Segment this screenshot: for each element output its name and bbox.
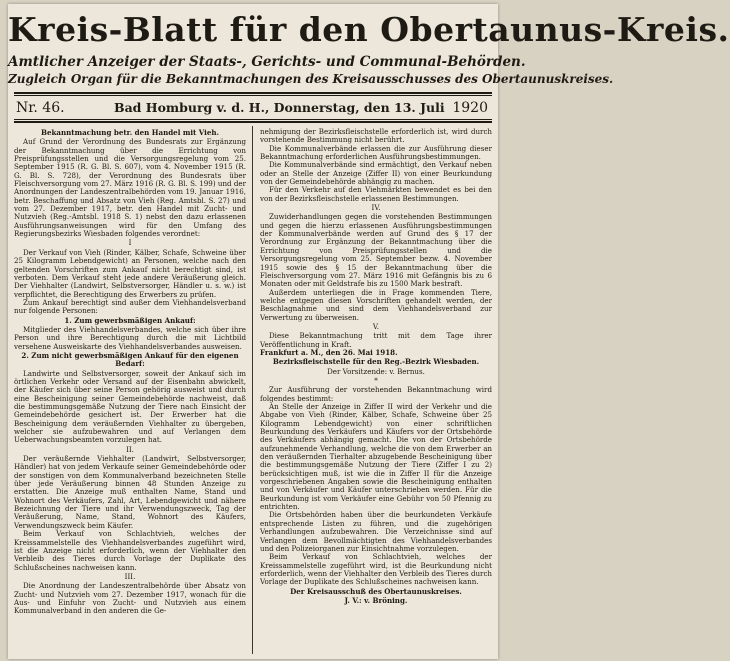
subheading: 2. Zum nicht gewerbsmäßigen Ankauf für den eigenen Bedarf:	[21, 350, 239, 369]
paragraph: Diese Bekanntmachung tritt mit dem Tage ihrer Veröffentlichung in Kraft.	[260, 331, 492, 349]
section-number: I	[128, 238, 132, 248]
separator-star: *	[374, 375, 378, 385]
paragraph: Die Anordnung der Landeszentralbehörde über Absatz von Zucht- und Nutzvieh vom 27. Dezember 1917, wonach für die Aus- und Einfuhr von Zucht- und Nutzvieh aus einem Kommunalverband in den anderen die Ge-	[14, 581, 246, 616]
section-number: II.	[126, 444, 134, 454]
dateline: Frankfurt a. M., den 26. Mai 1918.	[260, 347, 398, 357]
column-divider	[252, 126, 253, 654]
paragraph: Die Kommunalverbände sind ermächtigt, den Verkauf neben oder an Stelle der Anzeige (Ziffer II) von einer Beurkundung von der Gemeindebehörde abhängig zu machen.	[260, 160, 492, 187]
newspaper-subtitle: Amtlicher Anzeiger der Staats-, Gerichts- und Communal-Behörden.	[8, 54, 526, 70]
paragraph: Zur Ausführung der vorstehenden Bekanntmachung wird folgendes bestimmt:	[260, 385, 492, 403]
issue-date: Bad Homburg v. d. H., Donnerstag, den 13. Juli	[114, 100, 445, 115]
newspaper-title: Kreis-Blatt für den Obertaunus-Kreis.	[8, 10, 730, 49]
issuing-office: Bezirksfleischstelle für den Reg.-Bezirk Wiesbaden.	[272, 357, 480, 367]
bottom-rule	[14, 121, 492, 123]
left-column	[14, 128, 246, 653]
paragraph: Die Kommunalverbände erlassen die zur Ausführung dieser Bekanntmachung erforderlichen Ausführungsbestimmungen.	[260, 143, 492, 162]
newspaper-subtitle-organ: Zugleich Organ für die Bekanntmachungen des Kreisausschusses des Obertaunuskreises.	[8, 72, 614, 86]
paragraph: Beim Verkauf von Schlachtvieh, welches der Kreissammelstelle zugeführt wird, ist die Beurkundung nicht erforderlich, wenn der Viehhalter den Verbleib des Tieres durch Vorlage der Duplikate des Schlußscheines nachweisen kann.	[260, 552, 492, 587]
paragraph: Landwirte und Selbstversorger, soweit der Ankauf sich im örtlichen Verkehr oder Versand auf der Eisenbahn abwickelt, der Käufer sich über seine Person gehörig ausweist und durch eine Bescheinigung seiner Gemeindebehörde nachweist, daß die bestimmungsgemäße Nutzung der Tiere nach Einsicht der Gemeindebehörde gesichert ist. Der Erwerber hat die Bescheinigung dem veräußernden Viehhalter zu übergeben, welcher sie aufzubewahren und auf Verlangen dem Ueberwachungsbeamten vorzulegen hat.	[14, 368, 246, 445]
subheading: 1. Zum gewerbsmäßigen Ankauf:	[64, 315, 196, 325]
bottom-rule-thin	[14, 119, 492, 120]
masthead	[8, 4, 730, 122]
signature-chair: Der Vorsitzende: v. Bernus.	[327, 366, 425, 376]
paragraph: Die Ortsbehörden haben über die beurkundeten Verkäufe entsprechende Listen zu führen, und die zugehörigen Verhandlungen aufzubewahren. Die Verzeichnisse sind auf Verlangen dem Bevollmächtigten des Viehhandelsverbandes und den Polizeiorganen zur Einsichtnahme vorzulegen.	[260, 510, 492, 553]
paragraph: Zum Ankauf berechtigt sind außer dem Viehhandelsverband nur folgende Personen:	[14, 297, 246, 316]
newspaper-page	[8, 4, 730, 659]
issue-number: Nr. 46.	[16, 100, 65, 116]
section-number: III.	[124, 571, 136, 581]
signature-name: J. V.: v. Bröning.	[344, 595, 408, 605]
paragraph: An Stelle der Anzeige in Ziffer II wird der Verkehr und die Abgabe von Vieh (Rinder, Kälber, Schafe, Schweine über 25 Kilogramm Lebendgewicht) von einer schriftlichen Beurkundung des Verkäufers und Käufers vor der Ortsbehörde des Verkäufers abhängig gemacht. Die von der Ortsbehörde aufzunehmende Verhandlung, welche die von dem Erwerber an den veräußernden Tierhalter abzugebende Bescheinigung über die bestimmungsgemäße Nutzung der Tiere (Ziffer I zu 2) berücksichtigen muß, ist wie die in Ziffer II für die Anzeige vorgeschriebenen Angaben sowie die Bescheinigung enthalten und von Verkäufer und Käufer unterschrieben werden. Für die Beurkundung ist vom Verkäufer eine Gebühr von 50 Pfennig zu entrichten.	[260, 402, 492, 512]
section-number: V.	[372, 321, 380, 331]
issue-line	[14, 99, 492, 117]
paragraph: Außerdem unterliegen die in Frage kommenden Tiere, welche entgegen diesen Vorschriften gehandelt werden, der Beschlagnahme und sind dem Viehhandelsverband zur Verwertung zu überweisen.	[260, 287, 492, 322]
top-rule	[14, 92, 492, 94]
issue-year: 1920	[452, 100, 488, 116]
top-rule-thin	[14, 95, 492, 96]
right-column	[260, 128, 492, 653]
paragraph: Zuwiderhandlungen gegen die vorstehenden Bestimmungen und gegen die hierzu erlassenen Ausführungsbestimmungen der Kommunalverbände werden auf Grund des § 17 der Verordnung zur Ergänzung der Bekanntmachung über die Errichtung von Preisprüfungsstellen und die Versorgungsregelung vom 25. September bezw. 4. November 1915 sowie des § 15 der Bekanntmachung über die Fleischversorgung vom 27. März 1916 mit Gefängnis bis zu 6 Monaten oder mit Geldstrafe bis zu 1500 Mark bestraft.	[260, 212, 492, 289]
paragraph: Beim Verkauf von Schlachtvieh, welches der Kreissammelstelle des Viehhandelsverbandes zugeführt wird, ist die Anzeige nicht erforderlich, wenn der Viehhalter den Verbleib des Tieres durch Vorlage der Duplikate des Schlußscheines nachweisen kann.	[14, 529, 246, 572]
paragraph: nehmigung der Bezirksfleischstelle erforderlich ist, wird durch vorstehende Bestimmung nicht berührt.	[260, 127, 492, 145]
paragraph: Der veräußernde Viehhalter (Landwirt, Selbstversorger, Händler) hat von jedem Verkaufe seiner Gemeindebehörde oder der sonstigen von dem Kommunalverband bezeichneten Stelle über jede Veräußerung binnen 48 Stunden Anzeige zu erstatten. Die Anzeige muß enthalten Name, Stand und Wohnort des Verkäufers, Zahl, Art, Lebendgewicht und nähere Bezeichnung der Tiere und ihr Verwendungszweck, Tag der Veräußerung, Name, Stand, Wohnort des Käufers, Verwendungszweck beim Käufer.	[14, 454, 246, 530]
paragraph: Auf Grund der Verordnung des Bundesrats zur Ergänzung der Bekanntmachung über die Errichtung von Preisprüfungsstellen und die Versorgungsregelung vom 25. September 1915 (R. G. Bl. S. 607), vom 4. November 1915 (R. G. Bl. S. 728), der Verordnung des Bundesrats über Fleischversorgung vom 27. März 1916 (R. G. Bl. S. 199) und der Anordnungen der Landeszentralbehörden vom 19. Januar 1916, betr. Beschaffung und Absatz von Vieh (Reg. Amtsbl. S. 27) und vom 27. Dezember 1917, betr. den Handel mit Zucht- und Nutzvieh (Reg.-Amtsbl. 1918 S. 1) nebst den dazu erlassenen Ausführungsanweisungen wird für den Umfang des Regierungsbezirks Wiesbaden folgendes verordnet:	[14, 137, 246, 239]
article-heading: Bekanntmachung betr. den Handel mit Vieh.	[40, 128, 220, 137]
section-number: IV.	[371, 203, 381, 213]
signature-committee: Der Kreisausschuß des Obertaunuskreises.	[290, 586, 462, 596]
paragraph: Der Verkauf von Vieh (Rinder, Kälber, Schafe, Schweine über 25 Kilogramm Lebendgewicht) an Personen, welche nach den geltenden Vorschriften zum Ankauf nicht berechtigt sind, ist verboten. Dem Verkauf steht jede andere Veräußerung gleich. Der Viehhalter (Landwirt, Selbstversorger, Händler u. s. w.) ist verpflichtet, die Berechtigung des Erwerbers zu prüfen.	[14, 247, 246, 299]
paragraph: Mitglieder des Viehhandelsverbandes, welche sich über ihre Person und ihre Berechtigung durch die mit Lichtbild versehene Ausweiskarte des Viehhandelsverbandes ausweisen.	[14, 324, 246, 351]
paragraph: Für den Verkehr auf den Viehmärkten bewendet es bei den von der Bezirksfleischstelle erlassenen Bestimmungen.	[260, 185, 492, 203]
